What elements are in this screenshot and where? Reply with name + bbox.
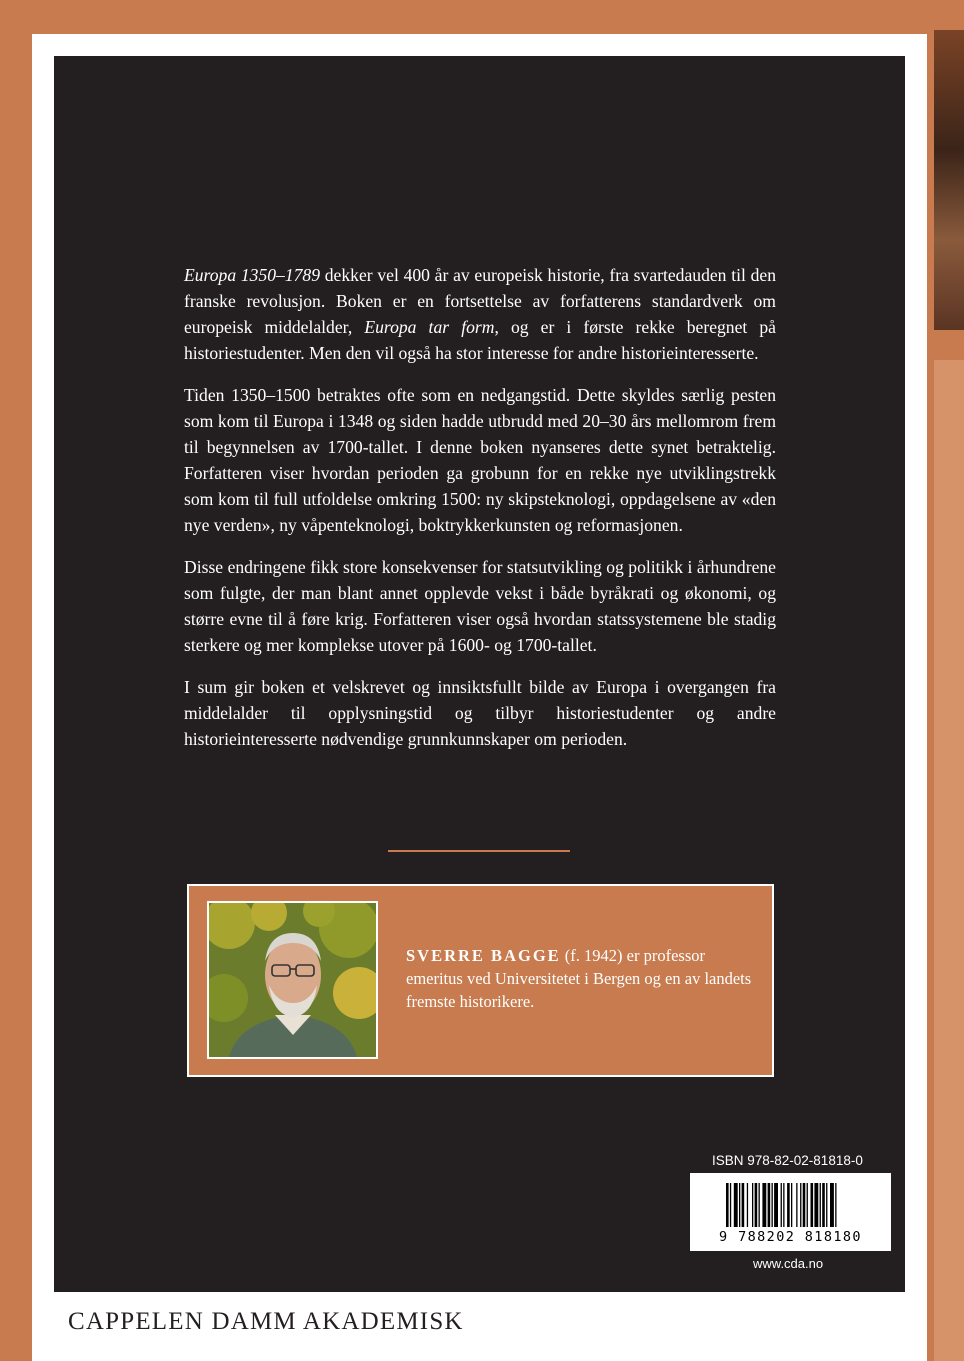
publisher-logo: CAPPELEN DAMM AKADEMISK [68,1308,464,1335]
blurb-paragraph-2: Tiden 1350–1500 betraktes ofte som en nedgangstid. Dette skyldes særlig pesten som kom til Europa i 1348 og siden hadde utbrudd med 20–30 års mellomrom frem til begynnelsen av 1700-tallet. I denne boken nyanseres dette synet betraktelig. Forfatteren viser hvordan perioden ga grobunn for en rekke nye utviklingstrekk som kom til full utfoldelse omkring 1500: ny skipsteknologi, oppdagelsene av «den nye verden», ny våpenteknologi, boktrykkerkunsten og reformasjonen. [184,385,776,535]
blurb-paragraph-1: Europa 1350–1789 dekker vel 400 år av europeisk historie, fra svartedauden til den franske revolusjon. Boken er en fortsettelse av forfatterens standardverk om europeisk middelalder, Europa tar form, og er i første rekke beregnet på historiestudenter. Men den vil også ha stor interesse for andre historieinteresserte. [184,265,776,363]
author-bio: SVERRE BAGGE (f. 1942) er professor emeritus ved Universitetet i Bergen og en av landets fremste historikere. [406,946,752,1011]
isbn-label: ISBN 978-82-02-81818-0 [712,1153,863,1168]
blurb [184,262,776,768]
author-name: SVERRE BAGGE [406,946,561,965]
blurb-paragraph-3: Disse endringene fikk store konsekvenser for statsutvikling og politikk i århundrene som fulgte, der man blant annet opplevde vekst i både byråkrati og økonomi, og større evne til å føre krig. Forfatteren viser også hvordan statssystemene ble stadig sterkere og mer komplekse utover på 1600- og 1700-tallet. [184,557,776,655]
publisher-website: www.cda.no [753,1256,824,1271]
front-cover-edge [934,30,964,330]
book-title: Europa 1350–1789 [184,265,321,285]
front-cover-edge-lower [934,360,964,1361]
barcode-bars-icon [690,1173,891,1229]
author-photo [207,901,378,1059]
author-portrait-illustration [209,903,376,1057]
author-box [187,884,774,1077]
barcode [690,1173,891,1251]
barcode-digits: 9 788202 818180 [719,1229,862,1245]
divider [388,850,570,852]
blurb-paragraph-4: I sum gir boken et velskrevet og innsiktsfullt bilde av Europa i overgangen fra middelalder til opplysningstid og tilbyr historiestudenter og andre historieinteresserte nødvendige grunnkunnskaper om perioden. [184,677,776,749]
